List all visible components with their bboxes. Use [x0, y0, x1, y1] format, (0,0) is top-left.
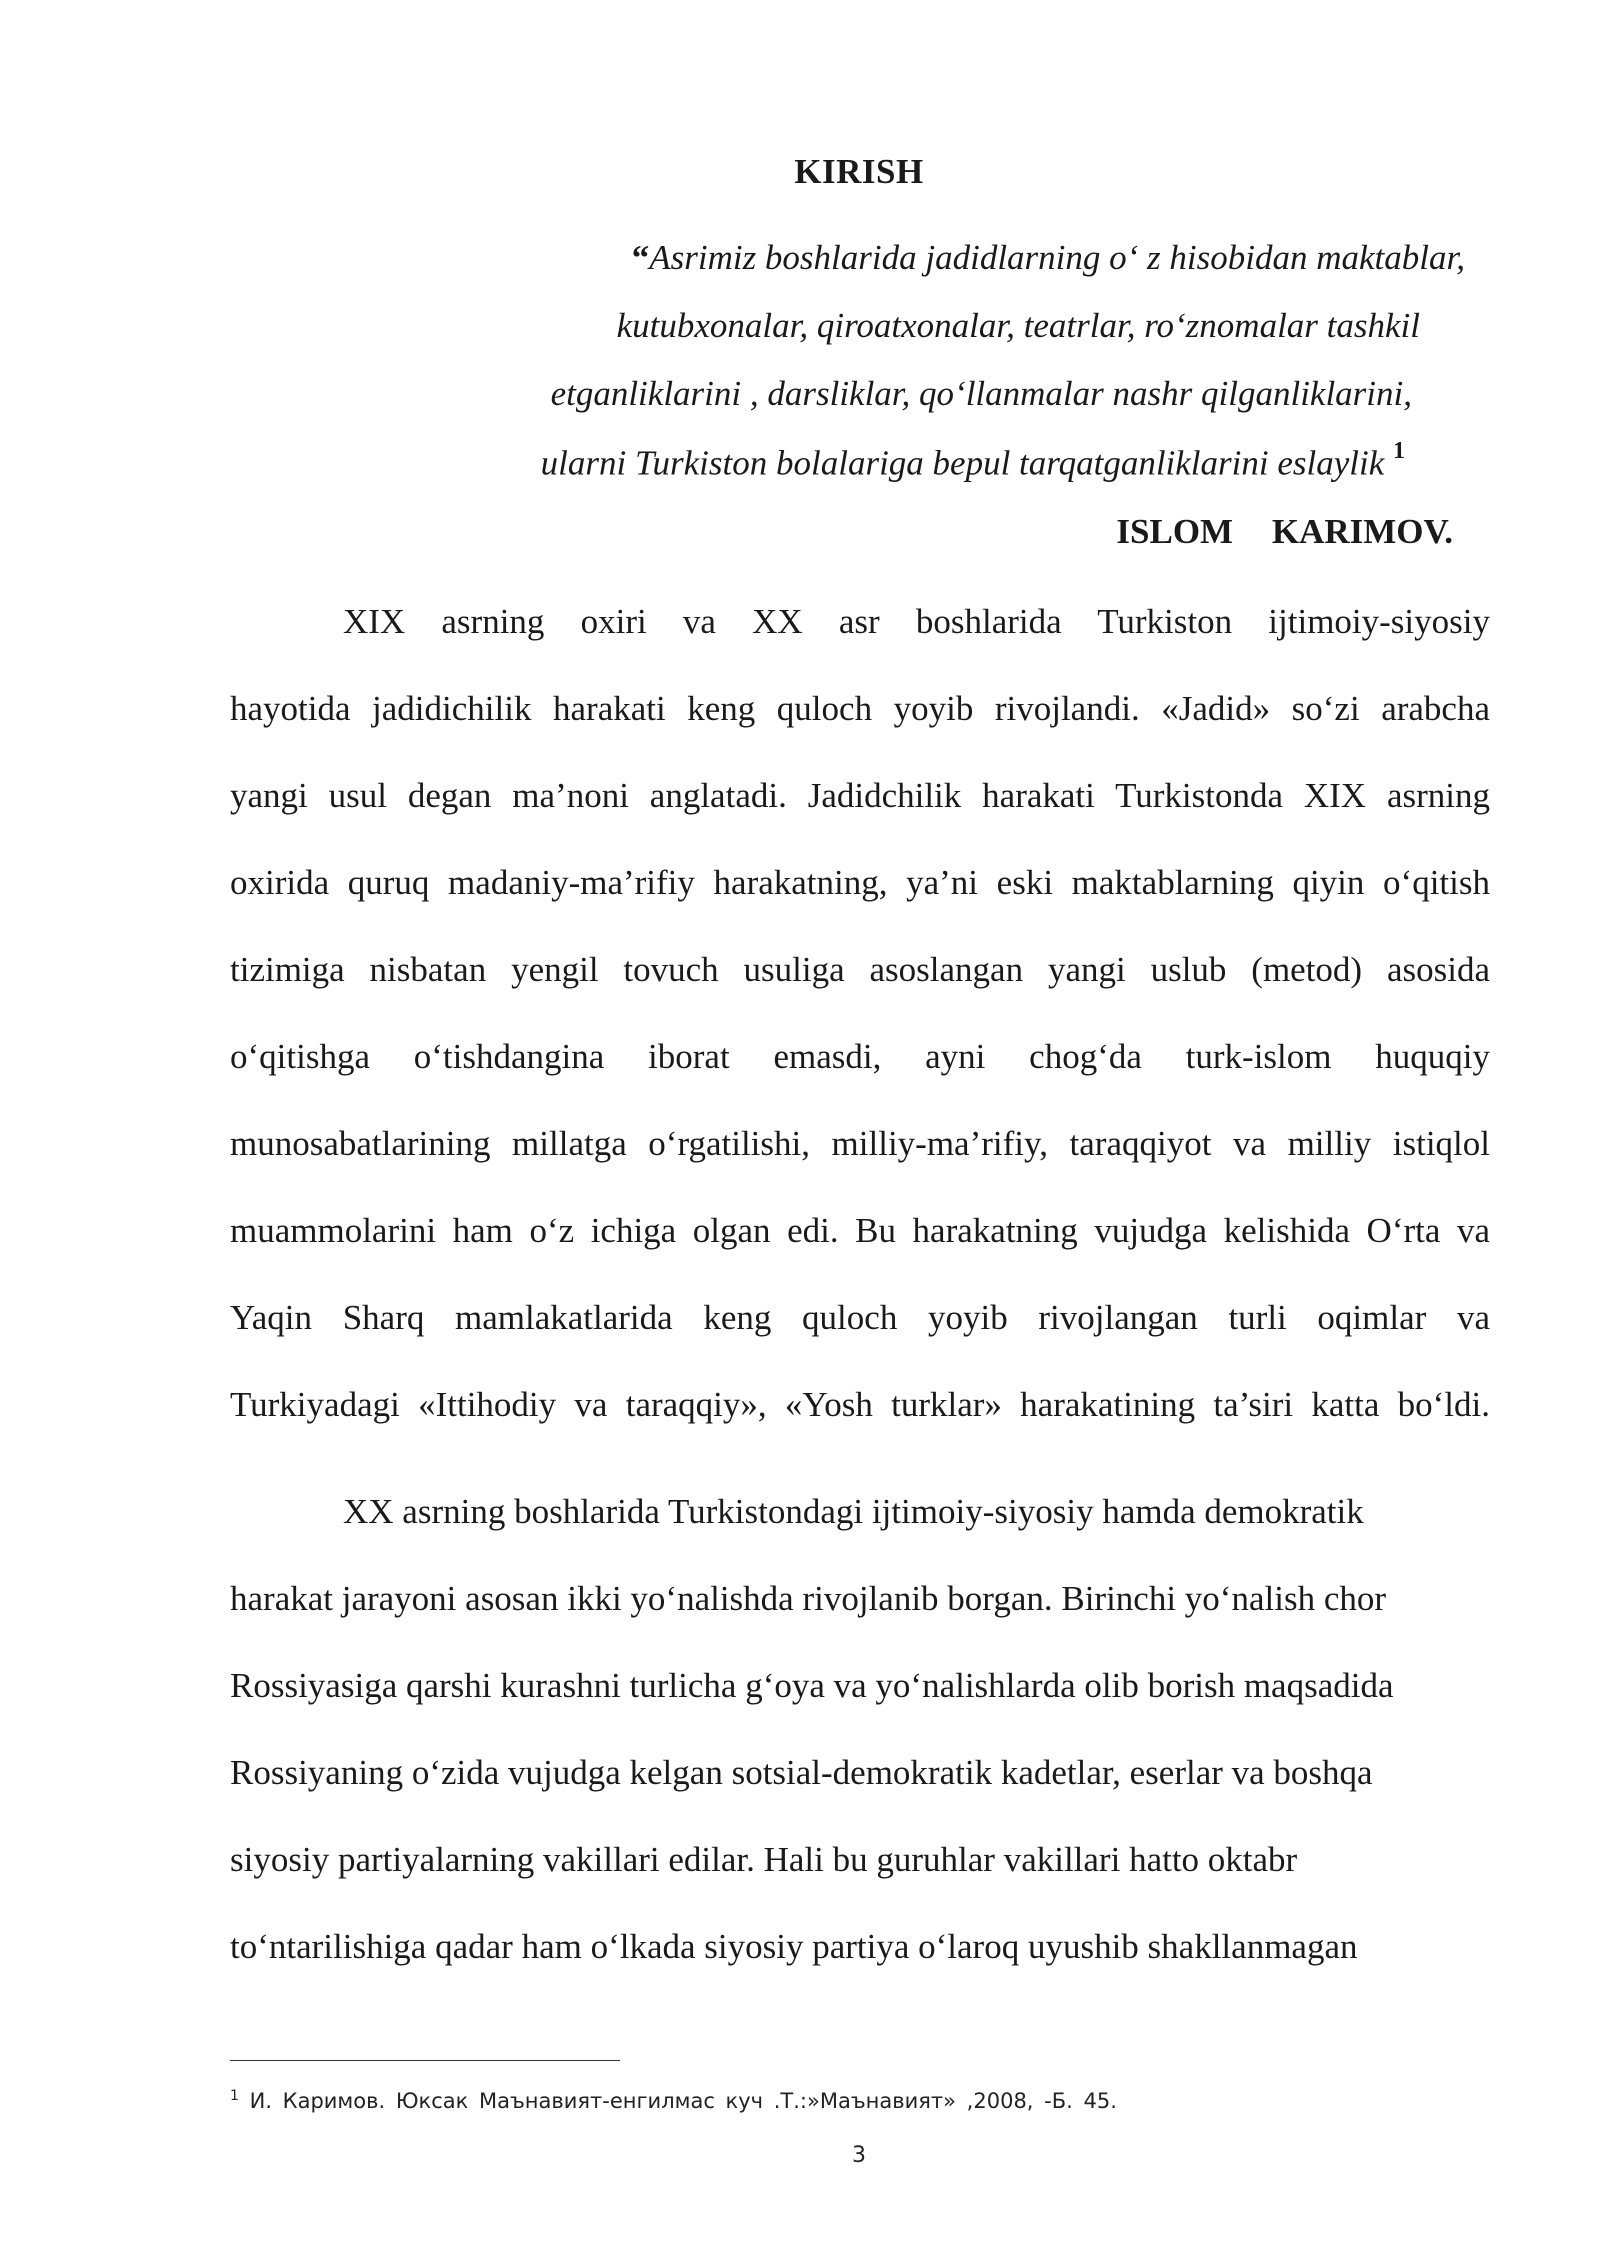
paragraph2-line-2: harakat jarayoni asosan ikki yo‘nalishda rivojlanib borgan. Birinchi yo‘nalish chor: [230, 1579, 1387, 1618]
paragraph2-line-1: XX asrning boshlarida Turkistondagi ijtimoiy-siyosiy hamda demokratik: [343, 1492, 1364, 1531]
paragraph1-line-8: muammolarini ham o‘z ichiga olgan edi. Bu harakatning vujudga kelishida O‘rta va: [230, 1211, 1490, 1250]
epigraph-text: ularni Turkiston bolalariga bepul tarqatganliklarini eslaylik: [540, 443, 1385, 483]
page-number: 3: [852, 2143, 866, 2168]
footnote: [230, 2088, 1117, 2113]
epigraph-text: Asrimiz boshlarida jadidlarning o‘ z hisobidan maktablar,: [649, 238, 1465, 277]
paragraph1-line-3: yangi usul degan ma’noni anglatadi. Jadidchilik harakati Turkistonda XIX asrning: [230, 776, 1490, 815]
epigraph-line-2: kutubxonalar, qiroatxonalar, teatrlar, ro‘znomalar tashkil: [616, 306, 1420, 345]
paragraph1-line-6: o‘qitishga o‘tishdangina iborat emasdi, ayni chog‘da turk-islom huquqiy: [230, 1037, 1490, 1076]
epigraph-line-3: etganliklarini , darsliklar, qo‘llanmalar nashr qilganliklarini,: [550, 374, 1412, 413]
page-title: KIRISH: [794, 152, 924, 191]
epigraph-author: ISLOM KARIMOV.: [1116, 512, 1453, 551]
paragraph1-line-4: oxirida quruq madaniy-ma’rifiy harakatning, ya’ni eski maktablarning qiyin o‘qitish: [230, 863, 1490, 902]
footnote-text: И. Каримов. Юксак Маънавият-енгилмас куч .Т.:»Маънавият» ,2008, -Б. 45.: [249, 2089, 1117, 2113]
paragraph2-line-3: Rossiyasiga qarshi kurashni turlicha g‘oya va yo‘nalishlarda olib borish maqsadida: [230, 1666, 1394, 1705]
paragraph1-line-2: hayotida jadidichilik harakati keng quloch yoyib rivojlandi. «Jadid» so‘zi arabcha: [230, 689, 1490, 728]
paragraph2-line-4: Rossiyaning o‘zida vujudga kelgan sotsial-demokratik kadetlar, eserlar va boshqa: [230, 1753, 1373, 1792]
epigraph-open-quote: “: [631, 238, 650, 277]
epigraph-line-4: [405, 438, 1405, 484]
paragraph2-line-6: to‘ntarilishiga qadar ham o‘lkada siyosiy partiya o‘laroq uyushib shakllanmagan: [230, 1927, 1358, 1966]
paragraph1-line-10: Turkiyadagi «Ittihodiy va taraqqiy», «Yosh turklar» harakatining ta’siri katta bo‘ldi.: [230, 1385, 1490, 1424]
footnote-mark: 1: [230, 2088, 239, 2104]
paragraph2-line-5: siyosiy partiyalarning vakillari edilar. Hali bu guruhlar vakillari hatto oktabr: [230, 1840, 1298, 1879]
paragraph1-line-1: XIX asrning oxiri va XX asr boshlarida Turkiston ijtimoiy-siyosiy: [343, 602, 1490, 641]
epigraph-line-1: [465, 238, 1465, 278]
paragraph1-line-7: munosabatlarining millatga o‘rgatilishi, milliy-ma’rifiy, taraqqiyot va milliy istiqlol: [230, 1124, 1490, 1163]
footnote-separator: [230, 2060, 620, 2061]
footnote-reference: 1: [1393, 438, 1405, 464]
paragraph1-line-9: Yaqin Sharq mamlakatlarida keng quloch yoyib rivojlangan turli oqimlar va: [230, 1298, 1490, 1337]
paragraph1-line-5: tizimiga nisbatan yengil tovuch usuliga asoslangan yangi uslub (metod) asosida: [230, 950, 1490, 989]
